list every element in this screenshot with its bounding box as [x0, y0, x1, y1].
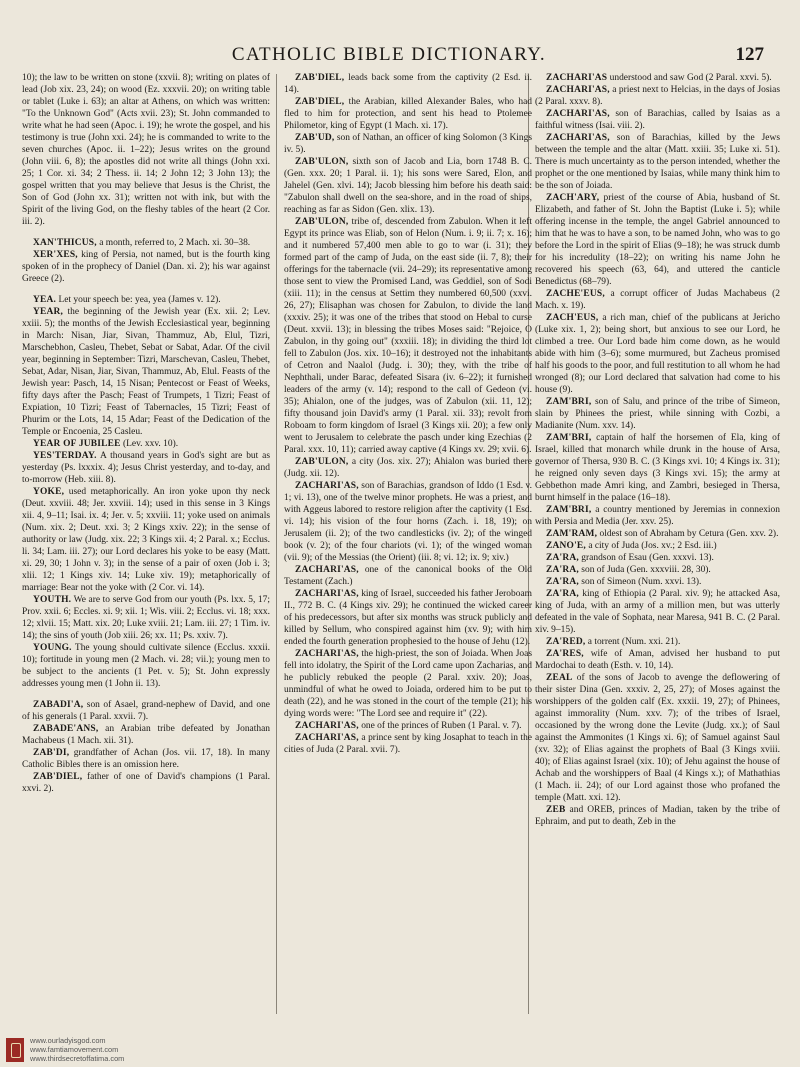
entry-text: a month, referred to, 2 Mach. xi. 30–38.: [96, 238, 251, 248]
entry-text: the beginning of the Jewish year (Ex. xii. 2; Lev. xxiii. 5); the months of the Jewish Ecclesiastical year, beginning in March: Nisan, Jiar, Sivan, Thammuz, Ab, Elul, Tizri, Marschebhon, Casleu, Thebet, Sebat or Sabat, Adar. Of the civil year, beginning in September: Tizri, Marschevan, Casleu, Thebet, Sebat, Adar, Nisan, Jiar, Sivan, Thammuz, Ab, Elul. Feasts of the Jewish year: Pasch, 14, 15 Nisan; Pentecost or Feast of Weeks, fifty days after the Pasch; Feast of Trumpets, 1 Tizri; Feast of Expiation, 10 Tizri; Feast of Tabernacles, 15 Tizri; Feast of Phurim or the Lots, 14, 15 Adar; Feast of the Dedication of the Temple or Encoenia, 25 Casleu.: [22, 307, 270, 437]
entry-text: king of Persia, not named, but is the fourth king spoken of in the prophecy of Daniel (Dan. xi. 2); his war against Greece (2).: [22, 250, 270, 284]
entry-text: king of Ethiopia (2 Paral. xiv. 9); he attacked Asa, king of Juda, with an army of a million men, but was utterly defeated in the vale of Sophata, near Maresa, 941 B. C. (2 Paral. xiv. 9–15).: [535, 589, 780, 635]
entry-text: a prince sent by king Josaphat to teach in the cities of Juda (2 Paral. xvii. 7).: [284, 733, 532, 755]
dictionary-entry: [284, 732, 532, 756]
entry-headword: ZA'RA,: [546, 577, 579, 587]
entry-headword: ZA'RED,: [546, 637, 586, 647]
entry-text: a city (Jos. xix. 27); Ahialon was buried there (Judg. xii. 12).: [284, 457, 532, 479]
running-title: CATHOLIC BIBLE DICTIONARY.: [231, 44, 547, 65]
entry-text: king of Israel, succeeded his father Jeroboam II., 772 B. C. (4 Kings xiv. 29); he continued the wicked career of his predecessors, but after six months was struck publicly and killed by Sellum, who conspired against him (xv. 9); with him ended the fourth generation prophesied to the house of Jehu (12).: [284, 589, 532, 647]
entry-text: a rich man, chief of the publicans at Jericho (Luke xix. 1, 2); being short, but anxious to see our Lord, he climbed a tree. Our Lord bade him come down, as he would abide with him (3–6); some murmured, but Zacheus promised half his goods to the poor, and full restitution to all whom he had wronged (8); our Lord declared that salvation had come to his house (9).: [535, 313, 780, 395]
dictionary-entry: [284, 480, 532, 564]
dictionary-entry: [284, 156, 532, 216]
dictionary-entry: [535, 84, 780, 108]
dictionary-entry: [22, 306, 270, 438]
entry-headword: ZAB'DI,: [33, 748, 70, 758]
entry-headword: ZACHARI'AS,: [546, 109, 610, 119]
dictionary-entry: [22, 72, 270, 228]
entry-headword: ZANO'E,: [546, 541, 586, 551]
dictionary-entry: [284, 72, 532, 96]
dictionary-entry: [22, 642, 270, 690]
footer-link[interactable]: www.famtiamovement.com: [30, 1045, 119, 1054]
dictionary-entry: [22, 723, 270, 747]
dictionary-entry: [22, 438, 270, 450]
entry-text: a torrent (Num. xxi. 21).: [585, 637, 681, 647]
dictionary-entry: [535, 432, 780, 504]
entry-headword: ZAM'BRI,: [546, 505, 592, 515]
entry-text: one of the canonical books of the Old Testament (Zach.): [284, 565, 532, 587]
entry-text: and OREB, princes of Madian, taken by the tribe of Ephraim, and put to death, Zeb in the: [535, 805, 780, 827]
column-left: [22, 72, 270, 795]
dictionary-entry: [22, 249, 270, 285]
dictionary-entry: [284, 456, 532, 480]
entry-text: Let your speech be: yea, yea (James v. 12).: [56, 295, 221, 305]
entry-text: oldest son of Abraham by Cetura (Gen. xxv. 2).: [597, 529, 779, 539]
entry-text: (Lev. xxv. 10).: [120, 439, 179, 449]
entry-headword: ZACHARI'AS,: [546, 85, 610, 95]
entry-headword: XAN'THICUS,: [33, 238, 97, 248]
column-right: [535, 72, 780, 828]
entry-text: grandson of Esau (Gen. xxxvi. 13).: [578, 553, 714, 563]
dictionary-entry: [535, 804, 780, 828]
entry-headword: ZACHARI'AS,: [295, 481, 359, 491]
seal-logo-icon: [6, 1038, 24, 1062]
entry-headword: ZAM'BRI,: [546, 433, 592, 443]
page-number: 127: [735, 44, 764, 65]
entry-headword: ZACHARI'AS,: [295, 589, 359, 599]
dictionary-entry: [535, 72, 780, 84]
dictionary-entry: [535, 564, 780, 576]
entry-headword: ZACHARI'AS,: [295, 721, 359, 731]
entry-text: an Arabian tribe defeated by Jonathan Machabeus (1 Mach. xii. 31).: [22, 724, 270, 746]
dictionary-entry: [535, 528, 780, 540]
entry-text: captain of half the horsemen of Ela, king of Israel, killed that monarch while drunk in the house of Arsa, governor of Thersa, 930 B. C. (3 Kings xvi. 10; 4 Kings ix. 31); he reigned only seven days (3 Kings xvi. 15); the army at Gebbethon made Amri king, and Zambri, besieged in Thersa, burnt himself in the palace (16–18).: [535, 433, 780, 503]
entry-headword: ZACHARI'AS,: [295, 565, 359, 575]
entry-text: understood and saw God (2 Paral. xxvi. 5).: [607, 73, 772, 83]
dictionary-entry: [535, 108, 780, 132]
dictionary-entry: [535, 504, 780, 528]
dictionary-entry: [535, 648, 780, 672]
entry-headword: ZAB'ULON,: [295, 157, 349, 167]
entry-headword: YOUNG.: [33, 643, 72, 653]
entry-headword: YOUTH.: [33, 595, 72, 605]
entry-headword: ZAM'RAM,: [546, 529, 598, 539]
dictionary-entry: [22, 594, 270, 642]
entry-text: tribe of, descended from Zabulon. When it left Egypt its prince was Eliab, son of Helon (Num. i. 9; ii. 7; x. 16); and it numbered 57,400 men able to go to war (i. 31); they formed part of the camp of Juda, on the east side (ii. 7, 8); their offerings for the tabernacle (vii. 24–29); its representative among those sent to view the Promised Land, was Geddiel, son of Sodi (xiii. 11); in the census at Settim they numbered 60,500 (xxvi. 26, 27); Elisaphan was chosen for Zabulon, to divide the land (xxxiv. 25); it was one of the tribes that stood on Hebal to curse (Deut. xxvii. 13); in blessing the tribes Moses said: "Rejoice, O Zabulon, in thy going out" (xxxiii. 18); in dividing the third lot fell to Zabulon (Jos. xix. 10–16); it destroyed not the inhabitants of Cetron and Naalol (Judg. i. 30); they, with the tribe of Nephthali, under Barac, defeated Sisara (iv. 6–22); it furnished leaders of the army (v. 14); respond to the call of Gedeon (vi. 35); Ahialon, one of the judges, was of Zabulon (xii. 11, 12); fifty thousand join David's army (1 Paral. xii. 33); revolt from Roboam to form kingdom of Israel (3 Kings xii. 20); a few only went to Jerusalem to celebrate the pasch under king Ezechias (2 Paral. xxx. 10, 11); carried away captive (4 Kings xv. 29; xvii. 6).: [284, 217, 532, 455]
entry-headword: ZAB'ULON,: [295, 217, 349, 227]
dictionary-entry: [284, 564, 532, 588]
entry-headword: ZACHARI'AS: [546, 73, 608, 83]
dictionary-entry: [535, 312, 780, 396]
dictionary-entry: [22, 699, 270, 723]
dictionary-entry: [535, 552, 780, 564]
dictionary-entry: [22, 747, 270, 771]
entry-headword: ZACHARI'AS,: [546, 133, 610, 143]
entry-text: sixth son of Jacob and Lia, born 1748 B. C. (Gen. xxx. 20; 1 Paral. ii. 1); his sons were Sared, Elon, and Jahelel (Gen. xlvi. 14); Jacob blessing him before his death said: "Zabulon shall dwell on the sea-shore, and in the road of ships, reaching as far as Sidon (Gen. xlix. 13).: [284, 157, 532, 215]
page-header: [14, 44, 764, 70]
entry-headword: ZAB'DIEL,: [295, 97, 345, 107]
entry-headword: ZACHARI'AS,: [295, 733, 359, 743]
entry-headword: ZAB'DIEL,: [295, 73, 345, 83]
entry-headword: ZEAL: [546, 673, 573, 683]
entry-headword: ZABADI'A,: [33, 700, 84, 710]
entry-headword: ZAM'BRI,: [546, 397, 592, 407]
entry-text: the Arabian, killed Alexander Bales, who had fled to him for protection, and sent his head to Ptolemee Philometor, king of Egypt (1 Mach. xi. 17).: [284, 97, 532, 131]
entry-headword: YEAR,: [33, 307, 64, 317]
column-middle: [284, 72, 532, 756]
dictionary-entry: [22, 237, 270, 249]
dictionary-entry: [535, 576, 780, 588]
dictionary-entry: [535, 588, 780, 636]
dictionary-entry: [284, 96, 532, 132]
footer-link[interactable]: www.thirdsecretoffatima.com: [30, 1054, 125, 1063]
dictionary-entry: [284, 216, 532, 456]
dictionary-entry: [535, 636, 780, 648]
dictionary-entry: [535, 192, 780, 288]
entry-text: The young should cultivate silence (Ecclus. xxxii. 10); fortitude in young men (2 Mach. vi. 28; vii.); young men to be subject to the ancients (1 Pet. v. 5); St. John expressly addresses young men (1 John ii. 13).: [22, 643, 270, 689]
entry-headword: XER'XES,: [33, 250, 78, 260]
entry-text: A thousand years in God's sight are but as yesterday (Ps. lxxxix. 4); Jesus Christ yesterday, and to-day, and to-morrow (Heb. xiii. 8).: [22, 451, 270, 485]
entry-headword: ZAB'UD,: [295, 133, 335, 143]
dictionary-entry: [284, 720, 532, 732]
entry-text: wife of Aman, advised her husband to put Mardochai to death (Esth. v. 10, 14).: [535, 649, 780, 671]
entry-headword: YOKE,: [33, 487, 65, 497]
entry-text: son of Juda (Gen. xxxviii. 28, 30).: [578, 565, 711, 575]
entry-text: a city of Juda (Jos. xv.; 2 Esd. iii.): [585, 541, 717, 551]
entry-text: son of Simeon (Num. xxvi. 13).: [578, 577, 702, 587]
entry-text: leads back some from the captivity (2 Esd. ii. 14).: [284, 73, 532, 95]
dictionary-entry: [535, 288, 780, 312]
entry-text: a corrupt officer of Judas Machabeus (2 Mach. x. 19).: [535, 289, 780, 311]
dictionary-entry: [284, 132, 532, 156]
dictionary-entry: [22, 771, 270, 795]
column-rule: [276, 74, 277, 1014]
dictionary-entry: [22, 294, 270, 306]
entry-text: We are to serve God from our youth (Ps. lxx. 5, 17; Prov. xxii. 6; Eccles. xi. 9; xii. 1; Wis. viii. 2; Ecclus. vi. 18; xxx. 12; xlvii. 15; Matt. xix. 20; Luke xviii. 21; Lam. iii. 27; 1 Tim. iv. 14); the sins of youth (Job xiii. 26; xx. 11; Ps. xxiv. 7).: [22, 595, 270, 641]
footer: [6, 1036, 124, 1063]
entry-headword: ZAB'DIEL,: [33, 772, 83, 782]
dictionary-entry: [535, 396, 780, 432]
dictionary-entry: [22, 450, 270, 486]
footer-link[interactable]: www.ourladyisgod.com: [30, 1036, 106, 1045]
entry-headword: ZA'RA,: [546, 565, 579, 575]
entry-text: son of Barachias, killed by the Jews between the temple and the altar (Matt. xxiii. 35; Luke xi. 51). There is much uncertainty as to the person intended, whether the prophet or the one mentioned by Isaias, while many think him to be the son of Joiada.: [535, 133, 780, 191]
entry-headword: YES'TERDAY.: [33, 451, 97, 461]
entry-text: son of Barachias, called by Isaias as a faithful witness (Isai. viii. 2).: [535, 109, 780, 131]
entry-text: son of Nathan, an officer of king Solomon (3 Kings iv. 5).: [284, 133, 532, 155]
entry-headword: ZA'RA,: [546, 589, 579, 599]
entry-headword: YEA.: [33, 295, 57, 305]
entry-headword: ZA'RA,: [546, 553, 579, 563]
dictionary-entry: [284, 588, 532, 648]
entry-headword: ZEB: [546, 805, 566, 815]
dictionary-entry: [535, 672, 780, 804]
entry-text: father of one of David's champions (1 Paral. xxvi. 2).: [22, 772, 270, 794]
entry-text: son of Asael, grand-nephew of David, and one of his generals (1 Paral. xxvii. 7).: [22, 700, 270, 722]
entry-headword: YEAR OF JUBILEE: [33, 439, 121, 449]
entry-text: son of Barachias, grandson of Iddo (1 Esd. v. 1; vi. 13), one of the twelve minor prophets. He was a priest, and with Aggeus labored to restore religion after the captivity (1 Esd. vi. 14); his vision of the four horns (Zach. i. 18, 19); on Jerusalem (ii. 2); of the two candlesticks (iv. 2); of the winged book (v. 2); of the four chariots (vi. 1); of the winged woman (vii. 9); of the Messias (the Orient) (iii. 8; vi. 12; ix. 9; xiv.): [284, 481, 532, 563]
dictionary-entry: [284, 648, 532, 720]
entry-headword: ZAB'ULON,: [295, 457, 349, 467]
dictionary-entry: [535, 132, 780, 192]
entry-headword: ZA'RES,: [546, 649, 584, 659]
entry-text: one of the princes of Ruben (1 Paral. v. 7).: [358, 721, 522, 731]
entry-text: the high-priest, the son of Joiada. When Joas fell into idolatry, the Spirit of the Lord came upon Zacharias, and he publicly rebuked the people (2 Paral. xxiv. 20); Joas, unmindful of what he owed to Joiada, ordered him to be put to death (22), and he was stoned in the court of the temple (21); his dying words were: "The Lord see and require it" (22).: [284, 649, 532, 719]
entry-text: a country mentioned by Jeremias in connexion with Persia and Media (Jer. xxv. 25).: [535, 505, 780, 527]
dictionary-entry: [22, 486, 270, 594]
entry-text: son of Salu, and prince of the tribe of Simeon, slain by Phinees the priest, while sinning with Cozbi, a Madianite (Num. xxv. 14).: [535, 397, 780, 431]
entry-text: used metaphorically. An iron yoke upon thy neck (Deut. xxviii. 48; Jer. xxviii. 14); used in this sense in 3 Kings xii. 4, 9–11; Isai. ix. 4; Jer. v. 5; xxviii. 11; yoke used on animals (Num. xix. 2; Deut. xxi. 3; 2 Kings xxiv. 22); in the sense of authority or law (Judg. xix. 22; 3 Kings xii. 4; 2 Paral. x.; Ecclus. li. 34; Lam. iii. 27); our Lord declares his yoke to be easy (Matt. xi. 29, 30; 1 John v. 3); in the sense of a pair of oxen (Job i. 3; xlii. 12; 1 Kings xiv. 14; Luke xiv. 19); metaphorically of marriage: Bear not the yoke with (2 Cor. vi. 14).: [22, 487, 270, 593]
entry-text: a priest next to Helcias, in the days of Josias (2 Paral. xxxv. 8).: [535, 85, 780, 107]
entry-headword: ZACHE'EUS,: [546, 289, 605, 299]
entry-text: 10); the law to be written on stone (xxvii. 8); writing on plates of lead (Job xix. 23, 24); on wood (Ez. xxxvii. 20); on writing table or tablet (Luke i. 63); an altar at Athens, on which was written: "To the Unknown God" (Acts xvii. 23); St. John commanded to write what he had seen (Apoc. i. 19); he wrote the gospel, and his testimony is true (John xxi. 24); he is commanded to write to the seven churches (Apoc. ii. 1–22); Jesus writes on the ground (John viii. 6, 8); the apostles did not write all things (John xxi. 25; 1 Cor. xi. 34; 2 Thess. ii. 14; 2 John 12; 3 John 13); the gospel written that you may believe that Jesus is the Christ, the Son of God (John xx. 31); written not with ink, but with the Spirit of the living God, on the fleshy tables of the heart (2 Cor. iii. 2).: [22, 73, 270, 227]
entry-text: of the sons of Jacob to avenge the deflowering of their sister Dina (Gen. xxxiv. 2, 25, 27); of Moses against the worshippers of the golden calf (Ex. xxxii. 19, 27); of Phinees, against immorality (Num. xxv. 7); of the tribes of Israel, occasioned by the wrong done the Levite (Judg. xx.); of Saul against the Ammonites (1 Kings xi. 6); of Samuel against Saul (xv. 32); of Elias against the prophets of Baal (3 Kings xviii. 40); of Elias against Israel (xix. 10); of Jehu against the house of Achab and the worshippers of Baal (4 Kings x.); of Mathathias (1 Mach. ii. 24); of our Lord against those who profaned the temple (Matt. xxi. 12).: [535, 673, 780, 803]
entry-headword: ZACH'EUS,: [546, 313, 599, 323]
entry-text: priest of the course of Abia, husband of St. Elizabeth, and father of St. John the Baptist (Luke i. 5); while offering incense in the temple, the angel Gabriel announced to him that he was to have a son, to be named John, who was to go before the Lord in the spirit of Elias (9–18); he was struck dumb for his incredulity (18–22); on writing his name John he recovered his speech (63, 64), and uttered the canticle Benedictus (68–79).: [535, 193, 780, 287]
entry-headword: ZACHARI'AS,: [295, 649, 359, 659]
entry-headword: ZABADE'ANS,: [33, 724, 99, 734]
dictionary-entry: [535, 540, 780, 552]
entry-headword: ZACH'ARY,: [546, 193, 600, 203]
entry-text: grandfather of Achan (Jos. vii. 17, 18). In many Catholic Bibles there is an omission here.: [22, 748, 270, 770]
